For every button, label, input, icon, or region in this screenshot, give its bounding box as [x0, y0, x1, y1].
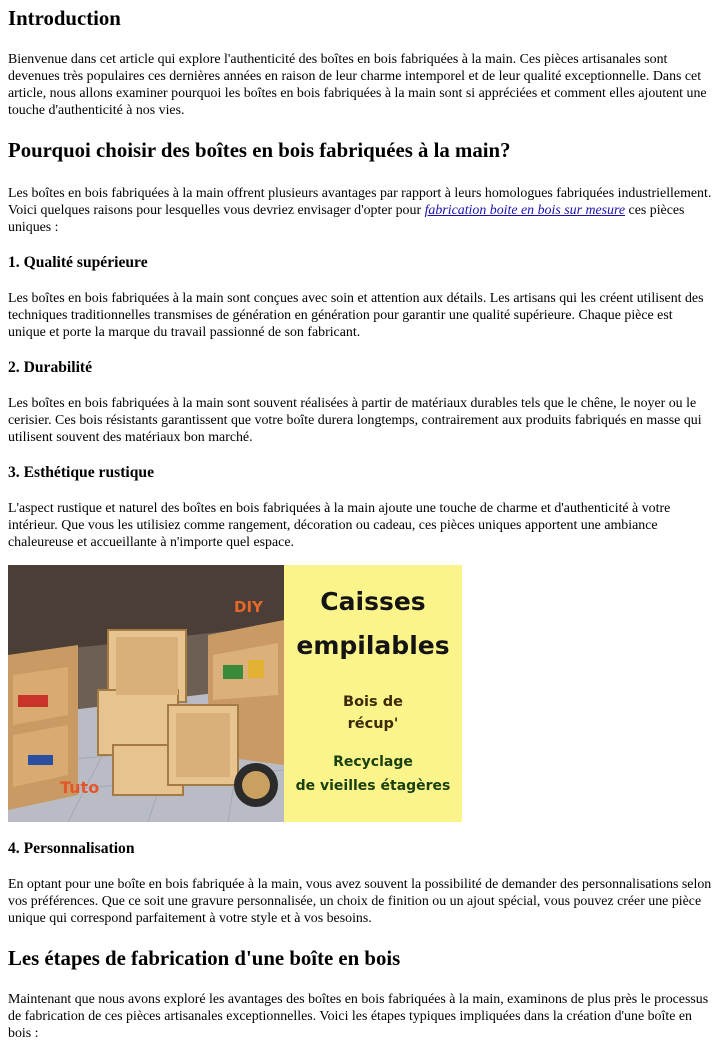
hero-title-line-2: empilables — [296, 631, 450, 660]
quality-heading: 1. Qualité supérieure — [8, 254, 148, 271]
steps-heading: Les étapes de fabrication d'une boîte en bois — [8, 947, 401, 970]
hero-image — [8, 565, 462, 822]
intro-paragraph: Bienvenue dans cet article qui explore l'authenticité des boîtes en bois fabriquées à la main. Ces pièces artisanales sont devenues très populaires ces dernières années en raison de leur charme intemporel et de leur qualité exceptionnelle. Dans cet article, nous allons examiner pourquoi les boîtes en bois fabriquées à la main sont si appréciées et comment elles ajoutent une touche d'authenticité à nos vies. — [8, 52, 707, 118]
article — [0, 7, 720, 1042]
hero-subtitle-line-4: de vieilles étagères — [295, 778, 451, 794]
stacked-crates-photo — [8, 565, 284, 822]
steps-paragraph: Maintenant que nous avons exploré les avantages des boîtes en bois fabriquées à la main, examinons de plus près le processus de fabrication de ces pièces artisanales exceptionnelles. Voici les étapes typiques impliquées dans la création d'une boîte en bois : — [8, 992, 709, 1041]
personalization-paragraph: En optant pour une boîte en bois fabriquée à la main, vous avez souvent la possibilité de demander des personnalisations selon vos préférences. Que ce soit une gravure personnalisée, un choix de finition ou un ajout spécial, vous pouvez créer une pièce unique qui correspond parfaitement à votre style et à vos besoins. — [8, 877, 712, 926]
hero-title-line-1: Caisses — [320, 587, 426, 616]
hero-subtitle-line-3: Recyclage — [333, 754, 413, 770]
durability-heading: 2. Durabilité — [8, 359, 93, 376]
why-text-before: Les boîtes en bois fabriquées à la main offrent plusieurs avantages par rapport à leurs homologues fabriquées industriellement. Voici quelques raisons pour lesquelles vous devriez envisager d'opter pour — [8, 186, 712, 218]
aesthetic-heading: 3. Esthétique rustique — [8, 464, 154, 481]
personalization-heading: 4. Personnalisation — [8, 840, 135, 857]
custom-box-link[interactable]: fabrication boite en bois sur mesure — [424, 203, 626, 218]
intro-heading: Introduction — [8, 7, 121, 30]
hero-diy-label: DIY — [234, 598, 263, 616]
hero-tuto-label: Tuto — [60, 778, 100, 797]
why-paragraph — [8, 185, 712, 236]
aesthetic-paragraph: L'aspect rustique et naturel des boîtes en bois fabriquées à la main ajoute une touche de charme et d'authenticité à votre intérieur. Que vous les utilisiez comme rangement, décoration ou cadeau, ces pièces uniques apportent une ambiance chaleureuse et accueillante à n'importe quel espace. — [8, 501, 671, 550]
durability-paragraph: Les boîtes en bois fabriquées à la main sont souvent réalisées à partir de matériaux durables tels que le chêne, le noyer ou le cerisier. Ces bois résistants garantissent que votre boîte durera longtemps, contrairement aux produits fabriqués en masse qui utilisent souvent des matériaux bon marché. — [8, 396, 702, 445]
why-heading: Pourquoi choisir des boîtes en bois fabriquées à la main? — [8, 139, 511, 162]
hero-subtitle-line-1: Bois de — [343, 694, 403, 710]
why-text-after: ces pièces uniques : — [8, 203, 685, 235]
quality-paragraph: Les boîtes en bois fabriquées à la main sont conçues avec soin et attention aux détails. Les artisans qui les créent utilisent des techniques traditionnelles transmises de génération en génération pour garantir une qualité supérieure. Chaque pièce est unique et porte la marque du travail passionné de son fabricant. — [8, 291, 704, 340]
hero-subtitle-line-2: récup' — [347, 716, 399, 732]
